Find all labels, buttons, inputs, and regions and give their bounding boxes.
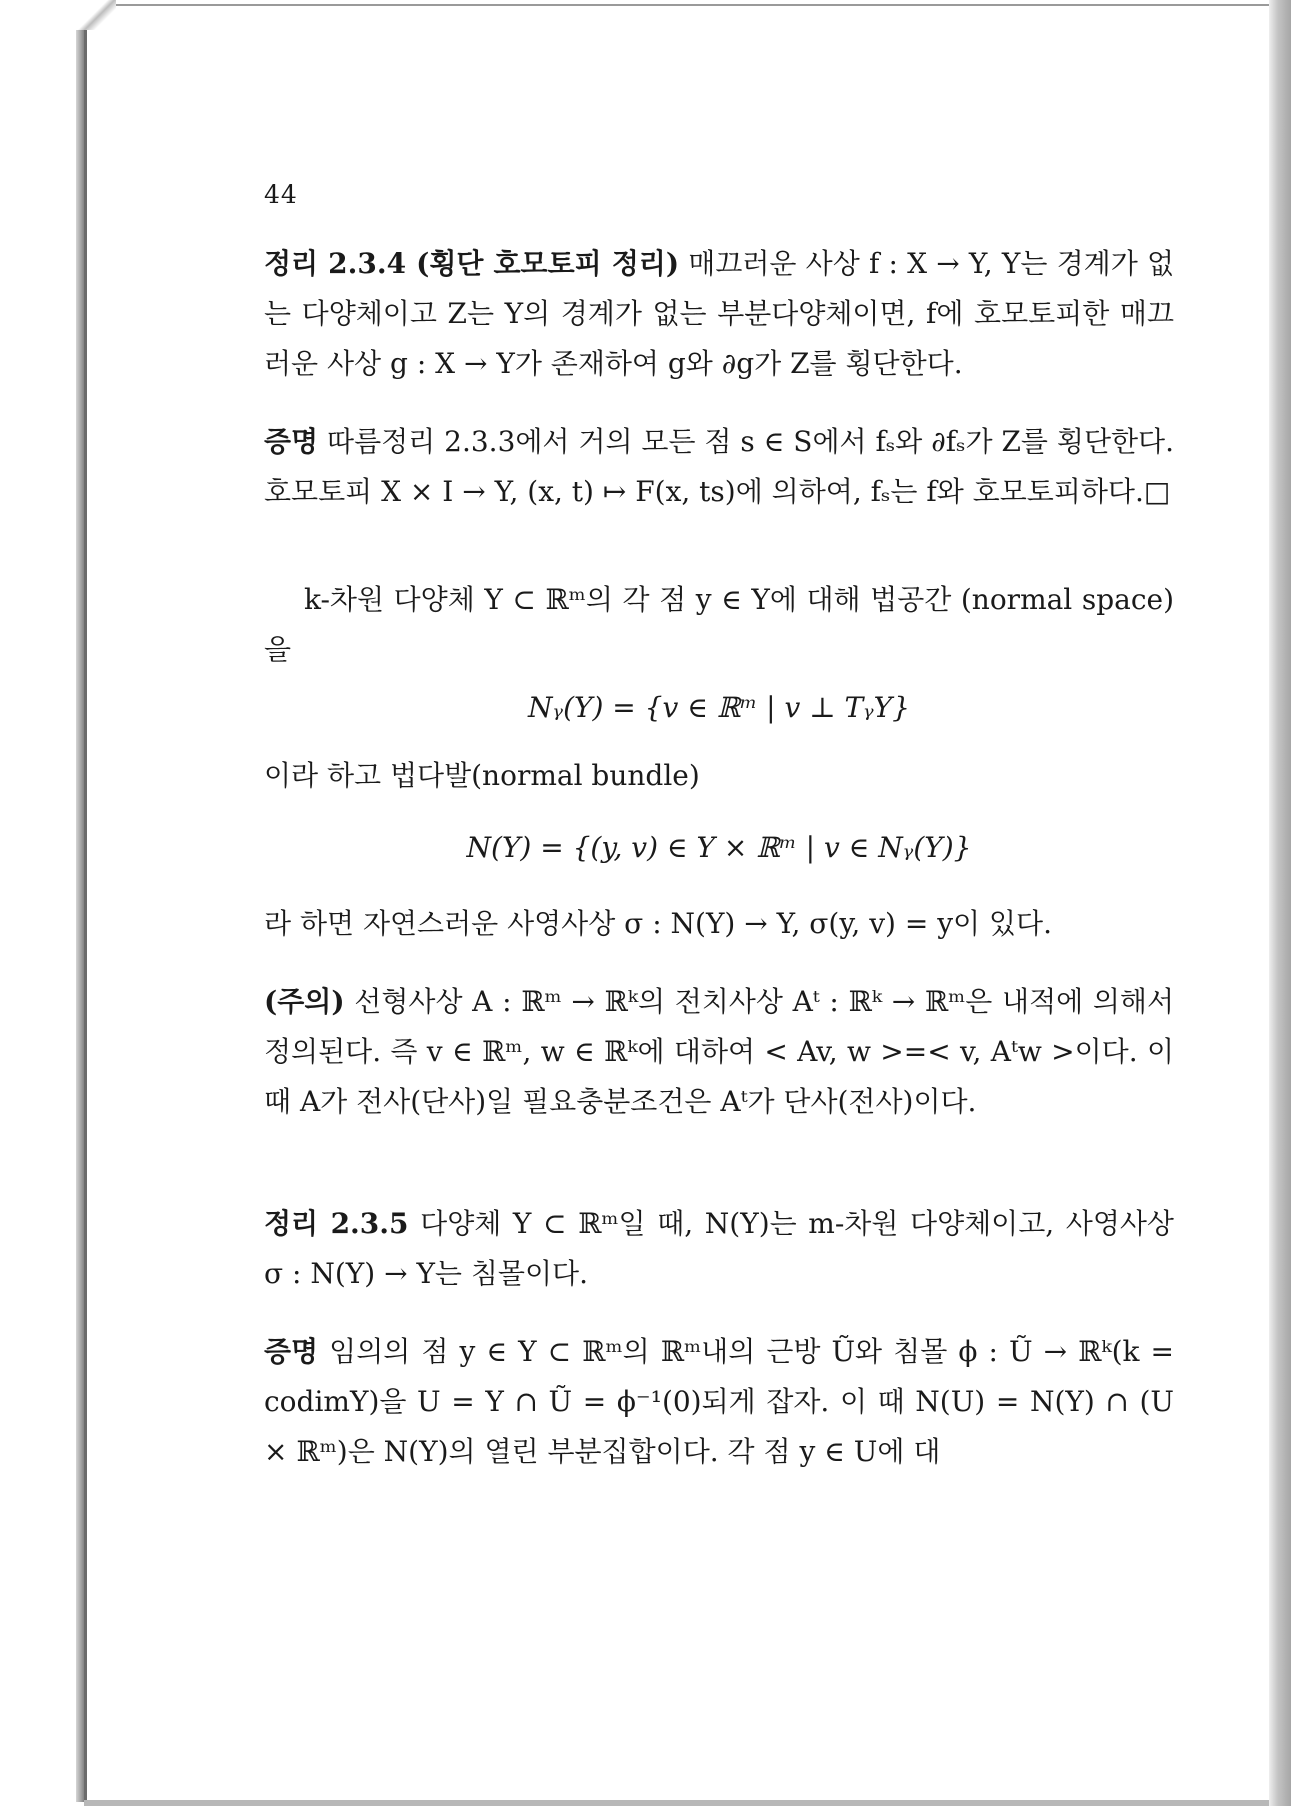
- theorem-2-3-4: [264, 239, 1174, 389]
- normal-space-formula: Nᵧ(Y) = {v ∈ ℝᵐ | v ⊥ TᵧY}: [528, 691, 910, 724]
- spacer: [264, 545, 1174, 575]
- remark-body: 선형사상 A : ℝᵐ → ℝᵏ의 전치사상 Aᵗ : ℝᵏ → ℝᵐ은 내적에 의해서 정의된다. 즉 v ∈ ℝᵐ, w ∈ ℝᵏ에 대하여 < Av, w >=< v, Aᵗw >이다. 이때 A가 전사(단사)일 필요충분조건은 Aᵗ가 단사(전사)이다.: [264, 985, 1174, 1118]
- remark: [264, 977, 1174, 1127]
- projection-text: 라 하면 자연스러운 사영사상 σ : N(Y) → Y, σ(y, v) = y이 있다.: [264, 907, 1053, 940]
- proof-1-body: 따름정리 2.3.3에서 거의 모든 점 s ∈ S에서 fₛ와 ∂fₛ가 Z를 횡단한다. 호모토피 X × I → Y, (x, t) ↦ F(x, ts)에 의하여, fₛ는 f와 호모토피하다.□: [264, 425, 1174, 508]
- page-number: 44: [264, 180, 298, 209]
- proof-1: [264, 417, 1174, 517]
- proof-2-heading: 증명: [264, 1335, 319, 1368]
- theorem-2-3-4-heading: 정리 2.3.4 (횡단 호모토피 정리): [264, 247, 680, 280]
- theorem-2-3-5: [264, 1199, 1174, 1299]
- page-fold-corner: [76, 0, 116, 30]
- page-right-edge: [1269, 0, 1291, 1806]
- normal-space-intro: k-차원 다양체 Y ⊂ ℝᵐ의 각 점 y ∈ Y에 대해 법공간 (normal space)을: [264, 583, 1174, 666]
- theorem-2-3-5-body: 다양체 Y ⊂ ℝᵐ일 때, N(Y)는 m-차원 다양체이고, 사영사상 σ : N(Y) → Y는 침몰이다.: [264, 1207, 1174, 1290]
- remark-heading: (주의): [264, 985, 345, 1018]
- page-bottom-edge: [84, 1800, 1269, 1806]
- normal-bundle-formula: N(Y) = {(y, v) ∈ Y × ℝᵐ | v ∈ Nᵧ(Y)}: [466, 831, 972, 864]
- proof-1-heading: 증명: [264, 425, 319, 458]
- normal-bundle-text: 이라 하고 법다발(normal bundle): [264, 759, 700, 792]
- theorem-2-3-4-body: 매끄러운 사상 f : X → Y, Y는 경계가 없는 다양체이고 Z는 Y의 경계가 없는 부분다양체이면, f에 호모토피한 매끄러운 사상 g : X → Y가 존재하여 g와 ∂g가 Z를 횡단한다.: [264, 247, 1174, 380]
- page-content: [264, 180, 1174, 1477]
- spacer: [264, 1155, 1174, 1199]
- proof-2: [264, 1327, 1174, 1477]
- proof-2-body: 임의의 점 y ∈ Y ⊂ ℝᵐ의 ℝᵐ내의 근방 Ũ와 침몰 ϕ : Ũ → ℝᵏ(k = codimY)을 U = Y ∩ Ũ = ϕ⁻¹(0)되게 잡자. 이 때 N(U) = N(Y) ∩ (U × ℝᵐ)은 N(Y)의 열린 부분집합이다. 각 점 y ∈ U에 대: [264, 1335, 1174, 1468]
- theorem-2-3-5-heading: 정리 2.3.5: [264, 1207, 409, 1240]
